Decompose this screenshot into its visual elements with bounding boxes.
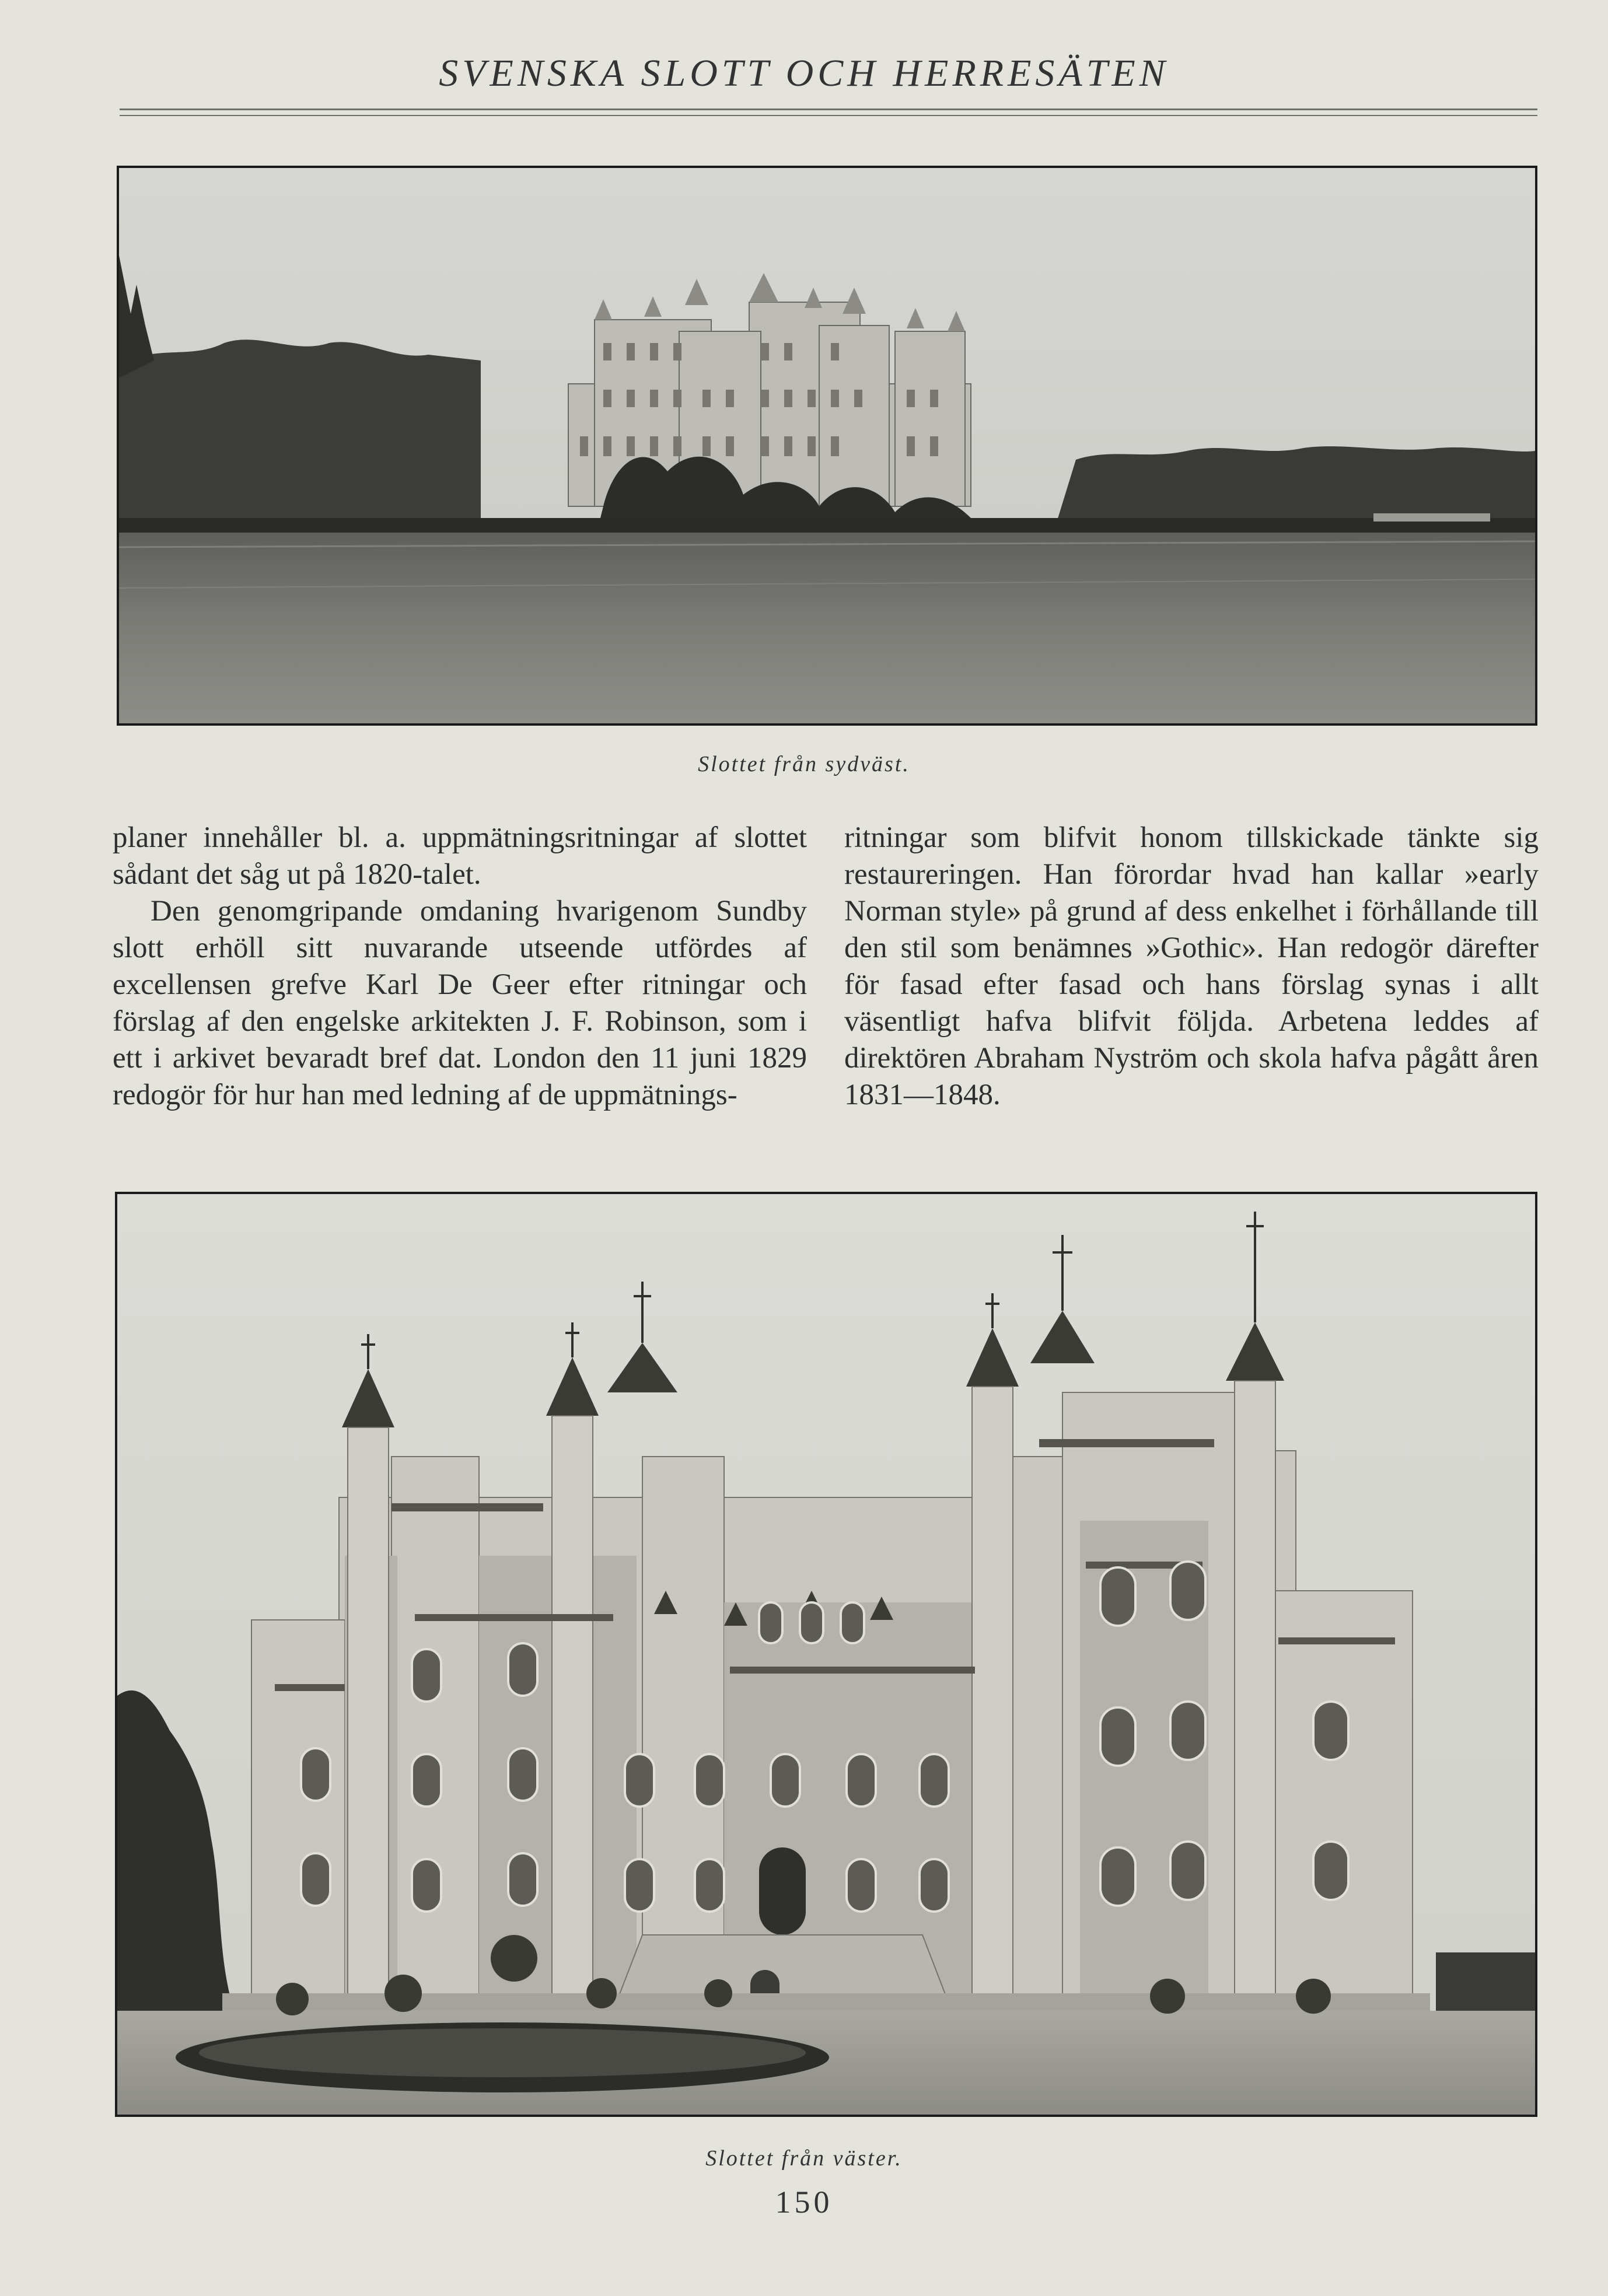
photo-caption: Slottet från sydväst. bbox=[698, 752, 910, 776]
paragraph: Den genomgripande omdaning hvarigenom Sundby slott erhöll sitt nuvarande utseende utfördes af excellensen grefve Karl De Geer efter ritningar och förslag af den engelske arkitekten J. F. Robinson, som i ett i arkivet bevaradt bref dat. London den 11 juni 1829 redogör för hur han med ledning af de uppmätnings- bbox=[113, 895, 807, 1111]
header-rule bbox=[120, 108, 1537, 110]
running-head: SVENSKA SLOTT OCH HERRESÄTEN bbox=[439, 52, 1169, 94]
photo-castle-from-west bbox=[115, 1192, 1537, 2117]
text-column-left bbox=[113, 820, 807, 1114]
header-rule-thin bbox=[120, 115, 1537, 116]
page-number: 150 bbox=[775, 2185, 833, 2220]
paragraph: ritningar som blifvit honom tillskickade tänkte sig restaureringen. Han förordar hvad han kallar »early Norman style» på grund af dess enkelhet i förhållande till den stil som benämnes »Gothic». Han redogör därefter för fasad efter fasad och hans förslag synas i allt väsentligt hafva blifvit följda. Arbetena leddes af direktören Abraham Nyström och skola hafva pågått åren 1831—1848. bbox=[844, 821, 1539, 1111]
paragraph: planer innehåller bl. a. uppmätningsritningar af slottet sådant det såg ut på 1820-talet. bbox=[113, 821, 807, 891]
castle-facade-photo bbox=[117, 1194, 1535, 2115]
photo-caption: Slottet från väster. bbox=[705, 2146, 903, 2171]
photo-castle-from-southwest bbox=[117, 166, 1537, 726]
castle-lake-photo bbox=[119, 168, 1535, 723]
text-column-right bbox=[844, 820, 1539, 1114]
